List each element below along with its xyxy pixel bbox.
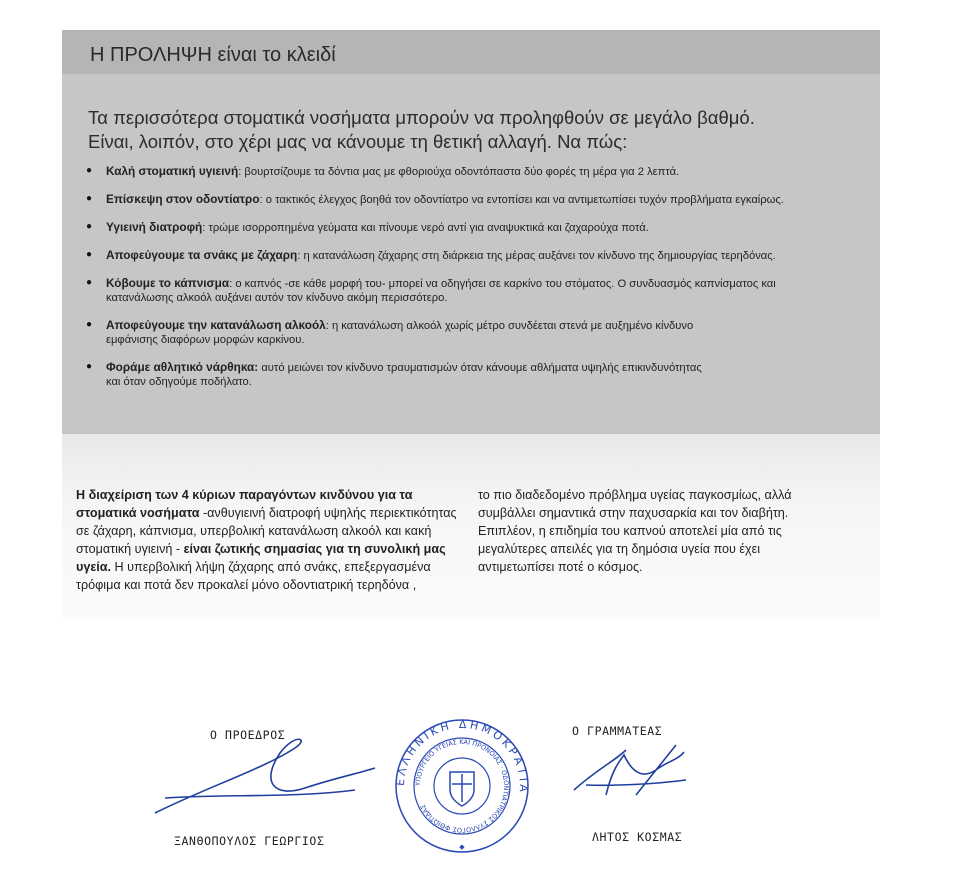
prevention-panel [62,30,880,434]
item-term: Φοράμε αθλητικό νάρθηκα: [106,360,259,374]
body-text-1: -ανθυγιεινή διατροφή υψηλής περιεκτικότητας σε ζάχαρη, κάπνισμα, υπερβολική κατανάλωση αλκοόλ και κακή στοματική υγιεινή - [76,506,457,556]
body-right-column: το πιο διαδεδομένο πρόβλημα υγείας παγκοσμίως, αλλά συμβάλλει σημαντικά στην παχυσαρκία και τον διαβήτη. Επιπλέον, η επιδημία του καπνού αποτελεί μία από τις μεγαλύτερες απειλές για τη δημόσια υγεία που έχει αντιμετωπίσει ποτέ ο κόσμος. [478,488,792,574]
item-text: τρώμε ισορροπημένα γεύματα και πίνουμε νερό αντί για αναψυκτικά και ζαχαρούχα ποτά. [208,222,649,234]
list-item [86,360,706,389]
official-seal [392,716,532,856]
item-text: αυτό μειώνει τον κίνδυνο τραυματισμών όταν κάνουμε αθλήματα υψηλής επικινδυνότητας και όταν οδηγούμε ποδήλατο. [106,362,702,388]
item-text: ο τακτικός έλεγχος βοηθά τον οδοντίατρο να εντοπίσει και να αντιμετωπίσει τυχόν προβλήματα εγκαίρως. [265,194,784,206]
list-item: ● Κόβουμε το κάπνισμα: ο καπνός -σε κάθε μορφή του- μπορεί να οδηγήσει σε καρκίνο του στόματος. Ο συνδυασμός καπνίσματος και κατανάλωσης αλκοόλ αυξάνει αυτόν τον κίνδυνο ακόμη περισσότερο. [86,276,786,305]
body-bold-1: Η διαχείριση των 4 κύριων παραγόντων κινδύνου για τα στοματικά νοσήματα [76,488,413,520]
item-term: Κόβουμε το κάπνισμα [106,276,230,290]
item-term: Αποφεύγουμε την κατανάλωση αλκοόλ [106,318,326,332]
item-text: η κατανάλωση αλκοόλ χωρίς μέτρο συνδέεται στενά με αυξημένο κίνδυνο εμφάνισης διαφόρων μορφών καρκίνου. [106,320,694,346]
body-text-2: Η υπερβολική λήψη ζάχαρης από σνάκς, επεξεργασμένα τρόφιμα και ποτά δεν προκαλεί μόνο οδοντιατρική τερηδόνα , [76,560,431,592]
item-text: η κατανάλωση ζάχαρης στη διάρκεια της μέρας αυξάνει τον κίνδυνο της δημιουργίας τερηδόνας. [303,250,776,262]
panel-intro: Τα περισσότερα στοματικά νοσήματα μπορούν να προληφθούν σε μεγάλο βαθμό. Είναι, λοιπόν, στο χέρι μας να κάνουμε τη θετική αλλαγή. Να πώς: [88,107,755,152]
body-bold-2: είναι ζωτικής σημασίας για τη συνολική μας υγεία. [76,542,446,574]
president-title: Ο ΠΡΟΕΔΡΟΣ [210,728,286,742]
item-term: Αποφεύγουμε τα σνάκς με ζάχαρη [106,248,298,262]
panel-title: Η ΠΡΟΛΗΨΗ είναι το κλειδί [90,44,336,66]
item-text: ο καπνός -σε κάθε μορφή του- μπορεί να οδηγήσει σε καρκίνο του στόματος. Ο συνδυασμός καπνίσματος και κατανάλωσης αλκοόλ αυξάνει αυτόν τον κίνδυνο ακόμη περισσότερο. [106,278,776,304]
item-term: Υγιεινή διατροφή [106,220,203,234]
list-item: ● Αποφεύγουμε την κατανάλωση αλκοόλ: η κατανάλωση αλκοόλ χωρίς μέτρο συνδέεται στενά με αυξημένο κίνδυνο εμφάνισης διαφόρων μορφών καρκίνου. [86,318,746,347]
list-item: ● Αποφεύγουμε τα σνάκς με ζάχαρη: η κατανάλωση ζάχαρης στη διάρκεια της μέρας αυξάνει τον κίνδυνο της δημιουργίας τερηδόνας. [86,248,876,263]
president-name: ΞΑΝΘΟΠΟΥΛΟΣ ΓΕΩΡΓΙΟΣ [174,834,325,848]
list-item: ● Επίσκεψη στον οδοντίατρο: ο τακτικός έλεγχος βοηθά τον οδοντίατρο να εντοπίσει και να αντιμετωπίσει τυχόν προβλήματα εγκαίρως. [86,192,876,207]
secretary-title: Ο ΓΡΑΜΜΑΤΕΑΣ [572,724,663,738]
president-signature [145,728,385,823]
item-term: Επίσκεψη στον οδοντίατρο [106,192,260,206]
prevention-list [86,164,876,389]
body-left-column [76,486,461,594]
list-item: ● Καλή στοματική υγιεινή: βουρτσίζουμε τα δόντια μας με φθοριούχα οδοντόπαστα δύο φορές τη μέρα για 2 λεπτά. [86,164,876,179]
svg-text:◆: ◆ [459,843,465,851]
list-item: ● Υγιεινή διατροφή: τρώμε ισορροπημένα γεύματα και πίνουμε νερό αντί για αναψυκτικά και ζαχαρούχα ποτά. [86,220,876,235]
panel-header [62,30,880,74]
item-term: Καλή στοματική υγιεινή [106,164,239,178]
item-text: βουρτσίζουμε τα δόντια μας με φθοριούχα οδοντόπαστα δύο φορές τη μέρα για 2 λεπτά. [244,166,680,178]
secretary-signature [566,740,696,810]
secretary-name: ΛΗΤΟΣ ΚΟΣΜΑΣ [592,830,683,844]
svg-text:ΥΠΟΥΡΓΕΙΟ ΥΓΕΙΑΣ ΚΑΙ ΠΡΟΝΟΙΑΣ: ΥΠΟΥΡΓΕΙΟ ΥΓΕΙΑΣ ΚΑΙ ΠΡΟΝΟΙΑΣ · ΟΔΟΝΤΙΑΤΡΙΚΟΣ ΣΥΛΛΟΓΟΣ ΦΘΙΩΤΙΔΑΣ [413,737,511,835]
svg-text:ΕΛΛΗΝΙΚΗ ΔΗΜΟΚΡΑΤΙΑ: ΕΛΛΗΝΙΚΗ ΔΗΜΟΚΡΑΤΙΑ [393,717,531,796]
